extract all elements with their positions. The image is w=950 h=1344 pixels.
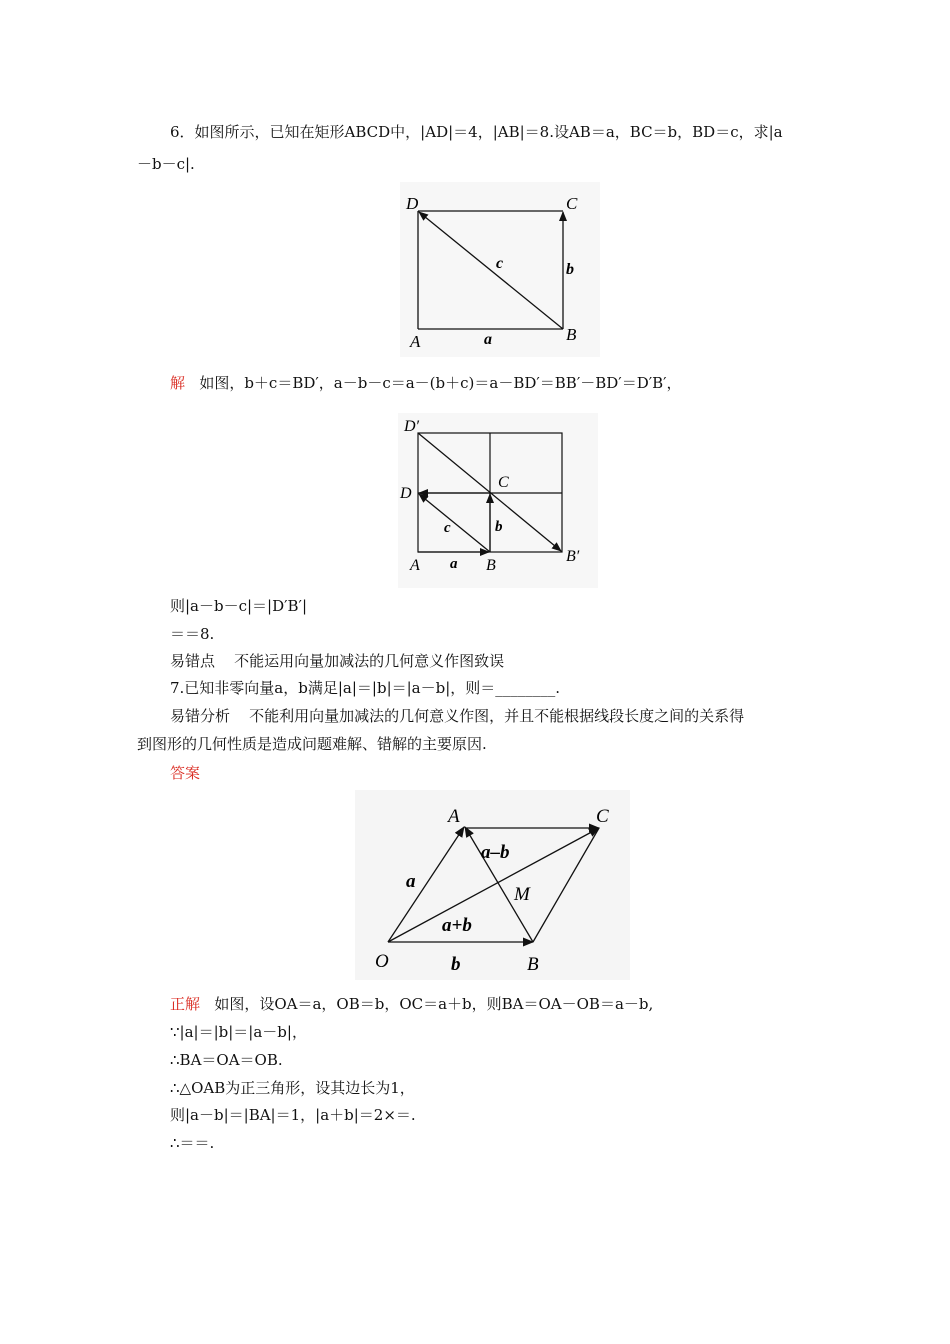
label-c: c bbox=[444, 520, 451, 536]
label-a: a bbox=[406, 871, 416, 892]
solution-6-text: 如图，b＋c＝BD′，a－b－c＝a－(b＋c)＝a－BD′＝BB′－BD′＝D′B′， bbox=[199, 374, 682, 392]
label-C: C bbox=[498, 474, 509, 491]
error-analysis-text: 不能利用向量加减法的几何意义作图，并且不能根据线段长度之间的关系得 bbox=[249, 707, 745, 725]
label-a-plus-b: a+b bbox=[442, 915, 472, 936]
correct-line2: ∵|a|＝|b|＝|a－b|， bbox=[170, 1023, 307, 1041]
correct-line3: ∴BA＝OA＝OB. bbox=[170, 1051, 283, 1069]
solution-6-result: ＝＝8. bbox=[170, 625, 215, 643]
correct-line4: ∴△OAB为正三角形，设其边长为1， bbox=[170, 1079, 415, 1097]
figure-parallelogram bbox=[355, 790, 630, 980]
error-analysis-line2: 到图形的几何性质是造成问题难解、错解的主要原因. bbox=[137, 735, 487, 753]
label-C: C bbox=[596, 806, 609, 827]
error-point-text: 不能运用向量加减法的几何意义作图致误 bbox=[234, 652, 505, 670]
error-analysis-label: 易错分析 bbox=[170, 707, 231, 725]
label-a: a bbox=[450, 556, 458, 572]
solution-6-then: 则|a－b－c|＝|D′B′| bbox=[170, 597, 308, 615]
q6-line2: －b－c|. bbox=[137, 155, 195, 173]
label-B: B bbox=[486, 557, 496, 574]
label-b: b bbox=[566, 261, 574, 278]
label-A: A bbox=[448, 806, 460, 827]
label-C: C bbox=[566, 194, 578, 213]
label-b: b bbox=[451, 954, 461, 975]
q6-line1: 6．如图所示，已知在矩形ABCD中，|AD|＝4，|AB|＝8.设AB＝a，BC＝b，BD＝c，求|a bbox=[170, 123, 783, 141]
q7-text: 7.已知非零向量a，b满足|a|＝|b|＝|a－b|，则＝________. bbox=[170, 679, 561, 697]
figure-extended-grid bbox=[398, 413, 598, 588]
label-D: D bbox=[406, 194, 419, 213]
label-B: B bbox=[527, 954, 539, 975]
label-B: B bbox=[566, 325, 577, 344]
error-analysis-line1 bbox=[170, 705, 744, 727]
label-M: M bbox=[514, 884, 530, 905]
solution-6 bbox=[170, 372, 682, 394]
answer-label: 答案 bbox=[170, 764, 201, 782]
correct-line5: 则|a－b|＝|BA|＝1，|a＋b|＝2×＝. bbox=[170, 1106, 416, 1124]
label-A: A bbox=[410, 557, 420, 574]
label-c: c bbox=[496, 255, 504, 272]
label-A: A bbox=[410, 332, 421, 351]
correct-line1-text: 如图，设OA＝a，OB＝b，OC＝a＋b，则BA＝OA－OB＝a－b, bbox=[214, 995, 654, 1013]
label-O: O bbox=[375, 951, 389, 972]
label-a-minus-b: a–b bbox=[481, 842, 510, 863]
correct-line1 bbox=[170, 993, 653, 1015]
error-point bbox=[170, 650, 504, 672]
label-a: a bbox=[484, 331, 492, 348]
label-Dprime: D′ bbox=[404, 418, 420, 435]
error-point-label: 易错点 bbox=[170, 652, 216, 670]
label-Bprime: B′ bbox=[566, 548, 580, 565]
label-b: b bbox=[495, 519, 503, 535]
figure-rectangle bbox=[400, 182, 600, 357]
correct-label: 正解 bbox=[170, 995, 201, 1013]
correct-line6: ∴＝＝. bbox=[170, 1134, 215, 1152]
label-D: D bbox=[400, 485, 412, 502]
solution-tag: 解 bbox=[170, 374, 186, 392]
